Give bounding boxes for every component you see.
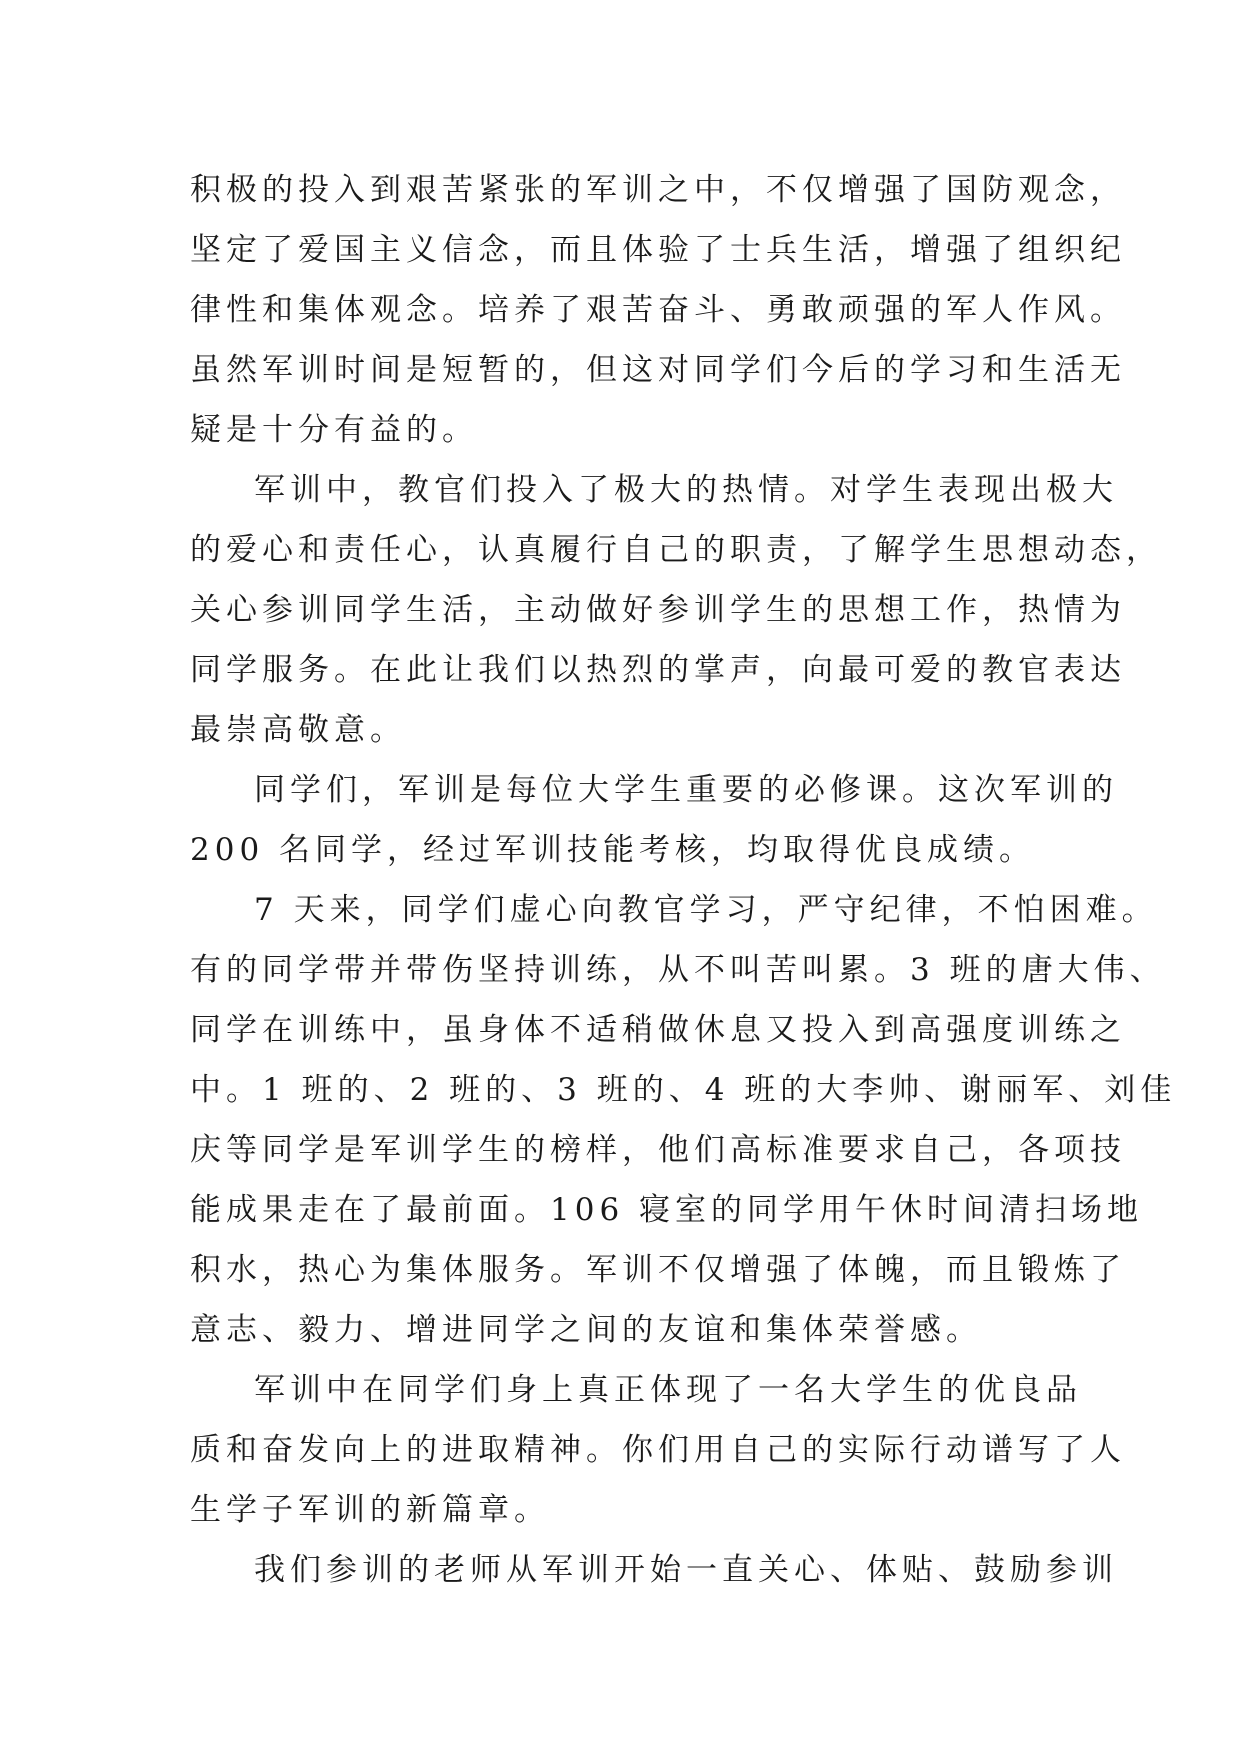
text-line: 的爱心和责任心，认真履行自己的职责，了解学生思想动态， — [190, 532, 1162, 568]
text-line: 军训中，教官们投入了极大的热情。对学生表现出极大 — [254, 472, 1118, 508]
text-line: 疑是十分有益的。 — [190, 412, 478, 448]
text-line: 虽然军训时间是短暂的，但这对同学们今后的学习和生活无 — [190, 352, 1126, 388]
text-line: 律性和集体观念。培养了艰苦奋斗、勇敢顽强的军人作风。 — [190, 292, 1126, 328]
text-line: 我们参训的老师从军训开始一直关心、体贴、鼓励参训 — [254, 1552, 1118, 1588]
paragraph-4 — [190, 880, 1177, 1360]
text-line: 有的同学带并带伤坚持训练，从不叫苦叫累。3 班的唐大伟、 — [190, 952, 1166, 988]
paragraph-5 — [190, 1360, 1126, 1540]
text-line: 同学们，军训是每位大学生重要的必修课。这次军训的 — [254, 772, 1118, 808]
text-line: 最崇高敬意。 — [190, 712, 406, 748]
text-line: 200 名同学，经过军训技能考核，均取得优良成绩。 — [190, 832, 1036, 868]
paragraph-3 — [190, 760, 1118, 880]
text-line: 关心参训同学生活，主动做好参训学生的思想工作，热情为 — [190, 592, 1126, 628]
text-line: 同学服务。在此让我们以热烈的掌声，向最可爱的教官表达 — [190, 652, 1126, 688]
text-line: 坚定了爱国主义信念，而且体验了士兵生活，增强了组织纪 — [190, 232, 1126, 268]
paragraph-6 — [190, 1540, 1118, 1600]
text-line: 意志、毅力、增进同学之间的友谊和集体荣誉感。 — [190, 1312, 982, 1348]
text-line: 积极的投入到艰苦紧张的军训之中，不仅增强了国防观念， — [190, 172, 1126, 208]
text-line: 庆等同学是军训学生的榜样，他们高标准要求自己，各项技 — [190, 1132, 1126, 1168]
paragraph-1 — [190, 160, 1126, 460]
document-body — [190, 160, 1177, 1600]
text-line: 军训中在同学们身上真正体现了一名大学生的优良品 — [254, 1372, 1082, 1408]
paragraph-2 — [190, 460, 1162, 760]
text-line: 中。1 班的、2 班的、3 班的、4 班的大李帅、谢丽军、刘佳 — [190, 1072, 1177, 1108]
text-line: 能成果走在了最前面。106 寝室的同学用午休时间清扫场地 — [190, 1192, 1144, 1228]
text-line: 积水，热心为集体服务。军训不仅增强了体魄，而且锻炼了 — [190, 1252, 1126, 1288]
text-line: 同学在训练中，虽身体不适稍做休息又投入到高强度训练之 — [190, 1012, 1126, 1048]
text-line: 生学子军训的新篇章。 — [190, 1492, 550, 1528]
text-line: 7 天来，同学们虚心向教官学习，严守纪律，不怕困难。 — [254, 892, 1158, 928]
text-line: 质和奋发向上的进取精神。你们用自己的实际行动谱写了人 — [190, 1432, 1126, 1468]
